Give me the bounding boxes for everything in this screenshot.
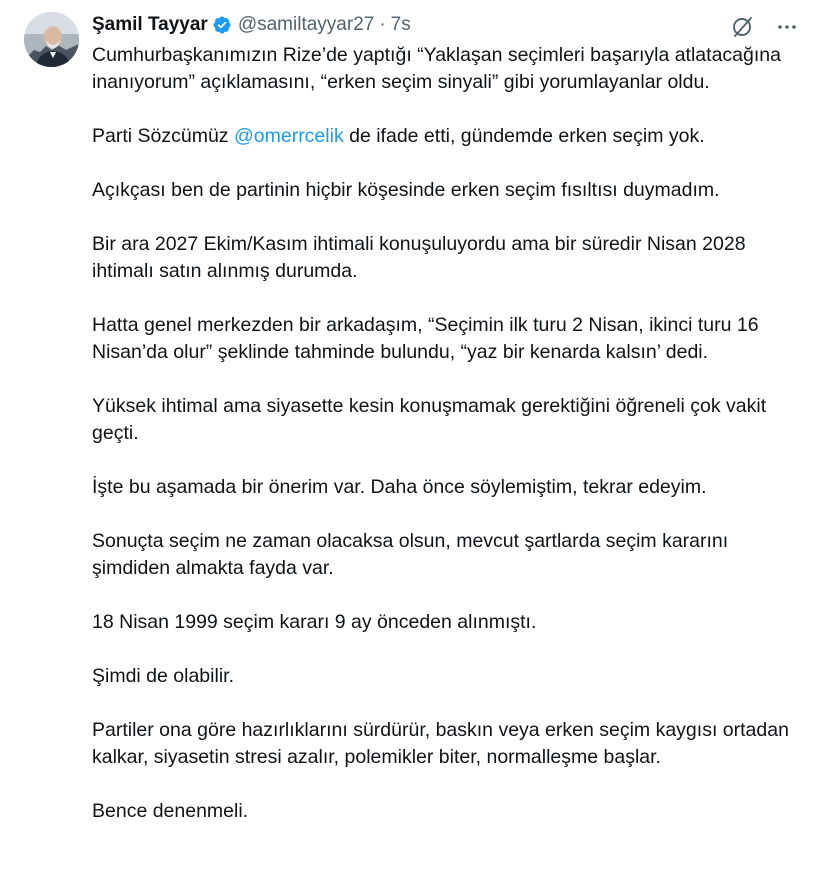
tweet-timestamp[interactable]: 7s [390,14,411,35]
tweet-paragraph: Şimdi de olabilir. [92,665,234,687]
tweet-paragraph: Bir ara 2027 Ekim/Kasım ihtimali konuşuluyordu ama bir süredir Nisan 2028 ihtimalı satın alınmış durumda. [92,233,746,282]
tweet-paragraph: Hatta genel merkezden bir arkadaşım, “Seçimin ilk turu 2 Nisan, ikinci turu 16 Nisan’da olur” şeklinde tahminde bulundu, “yaz bir kenarda kalsın’ dedi. [92,314,759,363]
tweet-paragraph: Yüksek ihtimal ama siyasette kesin konuşmamak gerektiğini öğreneli çok vakit geçti. [92,395,767,444]
more-options-icon[interactable] [774,14,800,40]
tweet-paragraph: Partiler ona göre hazırlıklarını sürdürür, baskın veya erken seçim kaygısı ortadan kalkar, siyasetin stresi azalır, polemikler biter, normalleşme başlar. [92,719,789,768]
tweet-actions [730,14,800,40]
tweet-paragraph: Bence denenmeli. [92,800,249,822]
tweet-text-segment: de ifade etti, gündemde erken seçim yok. [343,125,705,147]
tweet-paragraph: Açıkçası ben de partinin hiçbir köşesinde erken seçim fısıltısı duymadım. [92,179,720,201]
grok-icon[interactable] [730,14,756,40]
author-name[interactable]: Şamil Tayyar [92,14,208,35]
meta-separator: · [379,14,386,35]
avatar-photo-icon [24,12,79,67]
avatar[interactable] [24,12,79,67]
verified-badge-icon[interactable] [212,15,232,35]
tweet-header [92,12,411,38]
tweet-paragraph: İşte bu aşamada bir önerim var. Daha önce söylemiştim, tekrar edeyim. [92,476,707,498]
tweet-text-segment: Parti Sözcümüz [92,125,234,147]
tweet-text [92,42,802,852]
tweet-paragraph-with-mention [92,123,802,150]
tweet-paragraph: Cumhurbaşkanımızın Rize’de yaptığı “Yaklaşan seçimleri başarıyla atlatacağına inanıyorum” açıklamasını, “erken seçim sinyali” gibi yorumlayanlar oldu. [92,44,781,93]
mention-link[interactable]: @omerrcelik [233,125,344,147]
tweet-paragraph: Sonuçta seçim ne zaman olacaksa olsun, mevcut şartlarda seçim kararını şimdiden almakta fayda var. [92,530,729,579]
author-handle[interactable]: @samiltayyar27 [237,14,375,35]
tweet-paragraph: 18 Nisan 1999 seçim kararı 9 ay önceden alınmıştı. [92,611,537,633]
